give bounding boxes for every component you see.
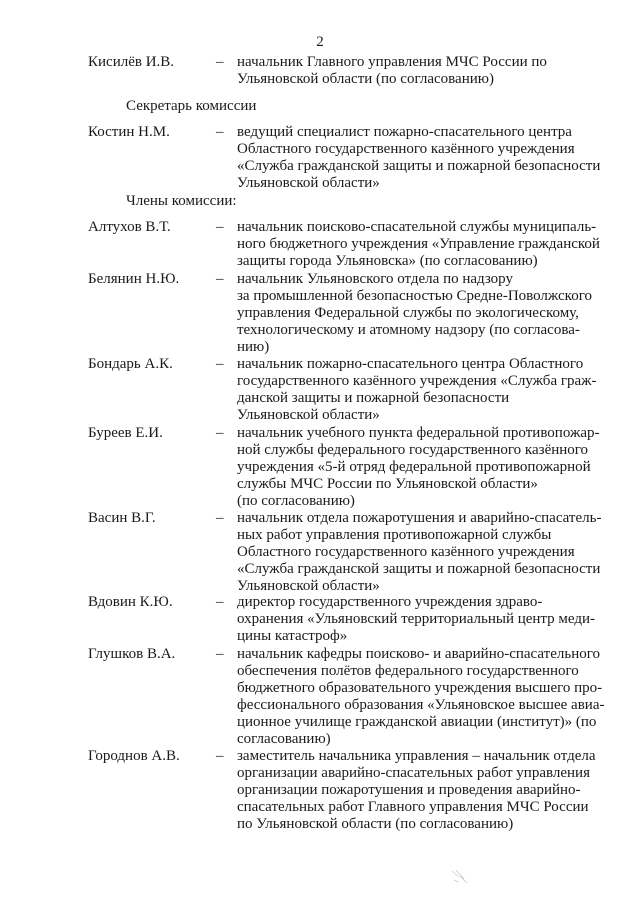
- entry-dash: –: [216, 510, 224, 526]
- person-role: начальник пожарно-спасательного центра Областного государственного казённого учреждения «Служба граж- данской защиты и пожарной безопасности Ульяновской области»: [237, 356, 597, 423]
- entry-dash: –: [216, 54, 224, 70]
- entry-dash: –: [216, 646, 224, 662]
- person-role: заместитель начальника управления – начальник отдела организации аварийно-спасательных работ управления организации пожаротушения и проведения аварийно- спасательных работ Главного управления МЧС России по Ульяновской области (по согласованию): [237, 748, 596, 832]
- scan-speck-icon: [450, 868, 470, 886]
- entry-dash: –: [216, 594, 224, 610]
- entry-dash: –: [216, 425, 224, 441]
- person-role: директор государственного учреждения здраво- охранения «Ульяновский территориальный центр меди- цины катастроф»: [237, 594, 596, 644]
- person-role: начальник отдела пожаротушения и аварийно-спасатель- ных работ управления противопожарной службы Областного государственного казённого учреждения «Служба гражданской защиты и пожарной безопасности Ульяновской области»: [237, 510, 602, 594]
- person-name: Белянин Н.Ю.: [88, 271, 180, 287]
- members-heading: Члены комиссии:: [126, 193, 237, 209]
- person-role: начальник кафедры поисково- и аварийно-спасательного обеспечения полётов федерального государственного бюджетного образовательного учреждения высшего про- фессионального образования «Ульяновское высшее авиа- ционное училище гражданской авиации (институт)» (по согласованию): [237, 646, 605, 747]
- entry-dash: –: [216, 356, 224, 372]
- entry-dash: –: [216, 124, 224, 140]
- person-name: Костин Н.М.: [88, 124, 170, 140]
- person-name: Алтухов В.Т.: [88, 219, 171, 235]
- person-name: Бондарь А.К.: [88, 356, 173, 372]
- entry-dash: –: [216, 748, 224, 764]
- person-name: Буреев Е.И.: [88, 425, 163, 441]
- person-role: начальник Ульяновского отдела по надзору за промышленной безопасностью Средне-Поволжского управления Федеральной службы по экологическому, технологическому и атомному надзору (по согласова- нию): [237, 271, 592, 355]
- person-name: Глушков В.А.: [88, 646, 176, 662]
- person-role: начальник Главного управления МЧС России по Ульяновской области (по согласованию): [237, 54, 547, 87]
- person-name: Городнов А.В.: [88, 748, 180, 764]
- page-number: 2: [316, 34, 324, 50]
- secretary-heading: Секретарь комиссии: [126, 98, 257, 114]
- person-name: Кисилёв И.В.: [88, 54, 175, 70]
- person-name: Васин В.Г.: [88, 510, 156, 526]
- person-role: начальник поисково-спасательной службы муниципаль- ного бюджетного учреждения «Управление гражданской защиты города Ульяновска» (по согласованию): [237, 219, 600, 269]
- person-role: начальник учебного пункта федеральной противопожар- ной службы федерального государственного казённого учреждения «5-й отряд федеральной противопожарной службы МЧС России по Ульяновской области» (по согласованию): [237, 425, 600, 509]
- person-role: ведущий специалист пожарно-спасательного центра Областного государственного казённого учреждения «Служба гражданской защиты и пожарной безопасности Ульяновской области»: [237, 124, 601, 191]
- entry-dash: –: [216, 219, 224, 235]
- entry-dash: –: [216, 271, 224, 287]
- person-name: Вдовин К.Ю.: [88, 594, 173, 610]
